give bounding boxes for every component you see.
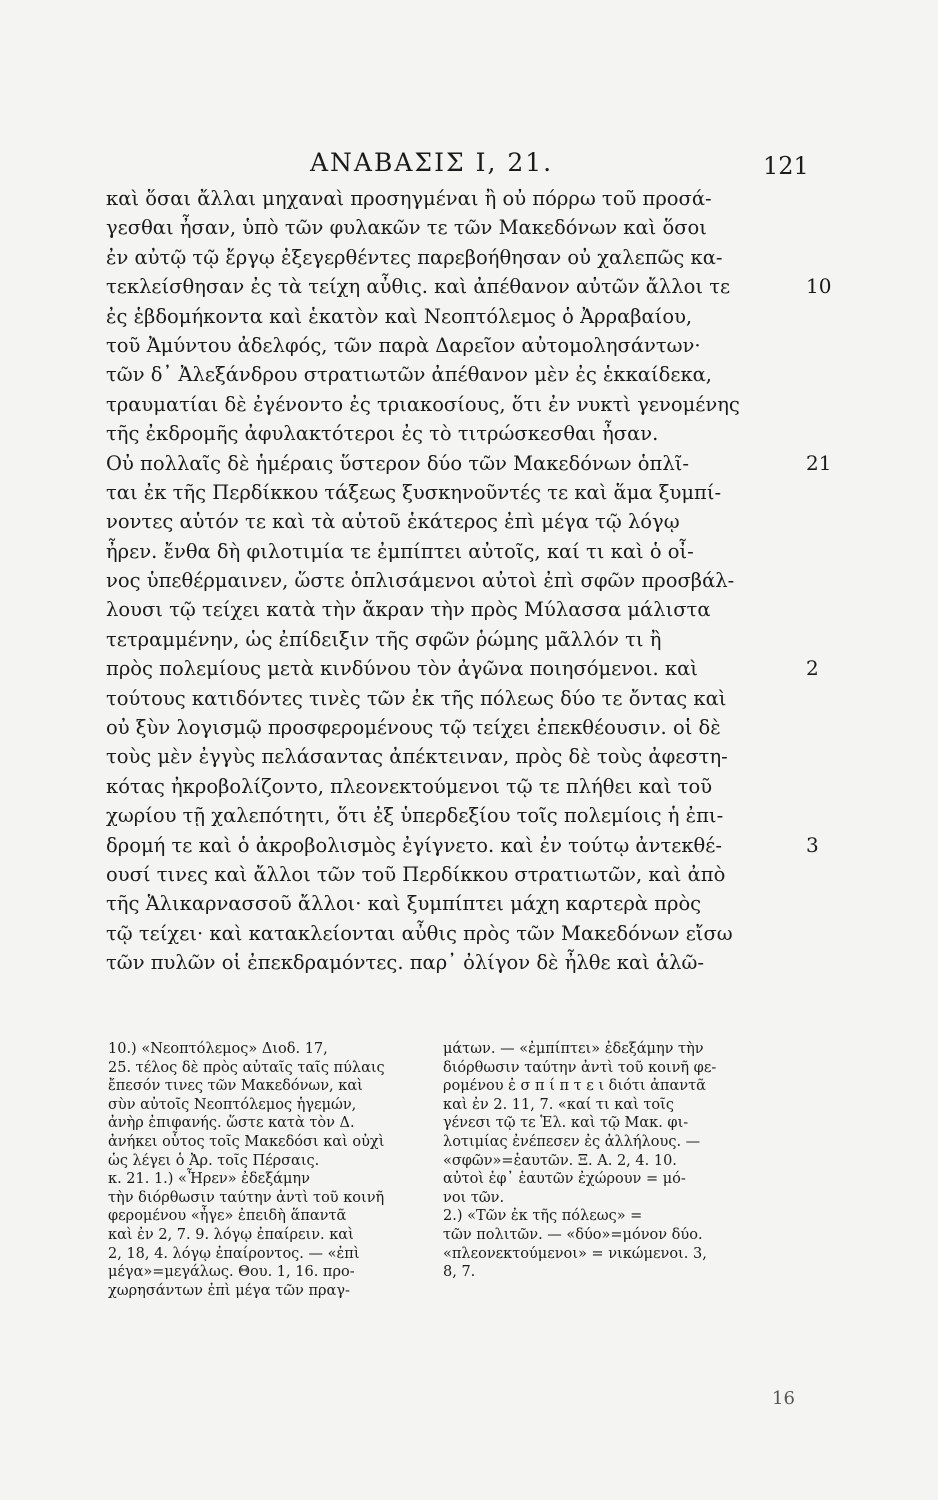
- text-line: [106, 507, 796, 536]
- text-line-content: τεκλείσθησαν ἐς τὰ τείχη αὖθις. καὶ ἀπέθανον αὐτῶν ἄλλοι τε: [106, 275, 731, 299]
- text-line-content: γεσθαι ἦσαν, ὑπὸ τῶν φυλακῶν τε τῶν Μακεδόνων καὶ ὅσοι: [106, 216, 707, 240]
- footnote-line: τῶν πολιτῶν. — «δύο»=μόνον δύο.: [443, 1226, 703, 1243]
- text-line-content: δρομή τε καὶ ὁ ἀκροβολισμὸς ἐγίγνετο. καὶ ἐν τούτῳ ἀντεκθέ-: [106, 833, 722, 857]
- marginal-number: 10: [806, 274, 832, 299]
- text-line: [106, 948, 796, 977]
- footnote-line: κ. 21. 1.) «Ἦρεν» ἐδεξάμην: [108, 1171, 310, 1188]
- running-head: ΑΝΑΒΑΣΙΣ Ι, 21.: [310, 148, 554, 177]
- footnote-line: τὴν διόρθωσιν ταύτην ἀντὶ τοῦ κοινῆ: [108, 1189, 385, 1206]
- text-line: [106, 184, 796, 213]
- footnote-line: 2.) «Τῶν ἐκ τῆς πόλεως» =: [443, 1208, 643, 1225]
- text-line: [106, 654, 819, 683]
- text-line: [106, 713, 796, 742]
- text-line-content: τῆς ἐκδρομῆς ἀφυλακτότεροι ἐς τὸ τιτρώσκεσθαι ἦσαν.: [106, 422, 659, 446]
- footnote-line: φερομένου «ἦγε» ἐπειδὴ ἅπαντᾶ: [108, 1208, 347, 1225]
- text-line-content: τῶν πυλῶν οἱ ἐπεκδραμόντες. παρ᾽ ὀλίγον δὲ ἦλθε καὶ ἁλῶ-: [106, 951, 705, 975]
- marginal-number: 21: [806, 450, 832, 475]
- text-line-content: ται ἐκ τῆς Περδίκκου τάξεως ξυσκηνοῦντές τε καὶ ἅμα ξυμπί-: [106, 480, 722, 504]
- text-line: [106, 625, 796, 654]
- text-line: [106, 390, 796, 419]
- text-line: [106, 331, 796, 360]
- text-line: [106, 272, 832, 301]
- text-line: [106, 478, 796, 507]
- text-line-content: τραυματίαι δὲ ἐγένοντο ἐς τριακοσίους, ὅτι ἐν νυκτὶ γενομένης: [106, 392, 740, 416]
- text-line: [106, 566, 796, 595]
- text-line-content: ἦρεν. ἔνθα δὴ φιλοτιμία τε ἐμπίπτει αὐτοῖς, καί τι καὶ ὁ οἶ-: [106, 539, 694, 563]
- footnote-line: καὶ ἐν 2, 7. 9. λόγῳ ἐπαίρειν. καὶ: [108, 1226, 354, 1243]
- footnote-line: νοι τῶν.: [443, 1189, 505, 1206]
- text-line-content: τῶν δ᾽ Ἀλεξάνδρου στρατιωτῶν ἀπέθανον μὲν ἐς ἑκκαίδεκα,: [106, 363, 713, 387]
- text-line: [106, 742, 796, 771]
- text-line-content: τοὺς μὲν ἐγγὺς πελάσαντας ἀπέκτειναν, πρὸς δὲ τοὺς ἀφεστη-: [106, 745, 728, 769]
- text-line-content: πρὸς πολεμίους μετὰ κινδύνου τὸν ἀγῶνα ποιησόμενοι. καὶ: [106, 657, 698, 681]
- footnote-line: λοτιμίας ἐνέπεσεν ἐς ἀλλήλους. —: [443, 1133, 701, 1150]
- marginal-number: 3: [806, 832, 819, 857]
- footnotes-left-column: [108, 1040, 428, 1300]
- text-line: [106, 595, 796, 624]
- text-line-content: οὐ ξὺν λογισμῷ προσφερομένους τῷ τείχει ἐπεκθέουσιν. οἱ δὲ: [106, 716, 721, 740]
- signature-mark: 16: [772, 1388, 795, 1409]
- text-line: [106, 360, 796, 389]
- text-line-content: τούτους κατιδόντες τινὲς τῶν ἐκ τῆς πόλεως δύο τε ὄντας καὶ: [106, 686, 727, 710]
- footnote-line: καὶ ἐν 2. 11, 7. «καί τι καὶ τοῖς: [443, 1096, 674, 1113]
- page-header: [0, 148, 938, 188]
- footnote-line: ἔπεσόν τινες τῶν Μακεδόνων, καὶ: [108, 1078, 363, 1095]
- footnote-line: χωρησάντων ἐπὶ μέγα τῶν πραγ-: [108, 1282, 350, 1299]
- footnote-line: «πλεονεκτούμενοι» = νικώμενοι. 3,: [443, 1245, 707, 1262]
- footnote-line: αὐτοὶ ἐφ᾽ ἑαυτῶν ἐχώρουν = μό-: [443, 1171, 686, 1188]
- text-line: [106, 860, 796, 889]
- text-line-content: τοῦ Ἀμύντου ἀδελφός, τῶν παρὰ Δαρεῖον αὐτομολησάντων·: [106, 333, 701, 357]
- footnote-line: ἀνὴρ ἐπιφανής. ὥστε κατὰ τὸν Δ.: [108, 1115, 355, 1132]
- text-line-content: καὶ ὅσαι ἄλλαι μηχαναὶ προσηγμέναι ἢ οὐ πόρρω τοῦ προσά-: [106, 187, 712, 210]
- text-line: [106, 801, 796, 830]
- text-line: [106, 302, 796, 331]
- page-number: 121: [763, 152, 809, 180]
- text-line: [106, 889, 796, 918]
- text-line: [106, 449, 832, 478]
- footnote-line: ρομένου ἐ σ π ί π τ ε ι διότι ἀπαντᾶ: [443, 1078, 706, 1095]
- footnote-line: μέγα»=μεγάλως. Θου. 1, 16. προ-: [108, 1264, 355, 1281]
- text-line: [106, 831, 819, 860]
- text-line: [106, 213, 796, 242]
- footnote-line: σὺν αὐτοῖς Νεοπτόλεμος ἡγεμών,: [108, 1096, 357, 1113]
- footnote-line: «σφῶν»=ἑαυτῶν. Ξ. Α. 2, 4. 10.: [443, 1152, 677, 1169]
- footnote-separator: [106, 1030, 766, 1031]
- text-line-content: χωρίου τῇ χαλεπότητι, ὅτι ἐξ ὑπερδεξίου τοῖς πολεμίοις ἡ ἐπι-: [106, 804, 724, 828]
- footnote-line: διόρθωσιν ταύτην ἀντὶ τοῦ κοινῆ φε-: [443, 1059, 717, 1076]
- text-line-content: ἐς ἑβδομήκοντα καὶ ἑκατὸν καὶ Νεοπτόλεμος ὁ Ἀρραβαίου,: [106, 304, 693, 328]
- footnote-line: γένεσι τῷ τε Ἑλ. καὶ τῷ Μακ. φι-: [443, 1115, 689, 1132]
- footnote-line: ὡς λέγει ὁ Ἀρ. τοῖς Πέρσαις.: [108, 1152, 320, 1169]
- text-line: [106, 684, 796, 713]
- text-line: [106, 919, 796, 948]
- footnotes-right-column: [443, 1040, 773, 1282]
- footnote-line: 2, 18, 4. λόγῳ ἐπαίροντος. — «ἐπὶ: [108, 1245, 360, 1262]
- text-line: [106, 243, 796, 272]
- text-line: [106, 419, 796, 448]
- text-line-content: τῷ τείχει· καὶ κατακλείονται αὖθις πρὸς τῶν Μακεδόνων εἴσω: [106, 921, 733, 945]
- text-line-content: νοντες αὑτόν τε καὶ τὰ αὑτοῦ ἑκάτερος ἐπὶ μέγα τῷ λόγῳ: [106, 510, 680, 534]
- text-line-content: κότας ἠκροβολίζοντο, πλεονεκτούμενοι τῷ τε πλήθει καὶ τοῦ: [106, 774, 713, 798]
- footnote-line: 10.) «Νεοπτόλεμος» Διοδ. 17,: [108, 1041, 328, 1057]
- footnote-line: μάτων. — «ἐμπίπτει» ἐδεξάμην τὴν: [443, 1041, 704, 1057]
- text-line-content: τῆς Ἁλικαρνασσοῦ ἄλλοι· καὶ ξυμπίπτει μάχη καρτερὰ πρὸς: [106, 892, 702, 916]
- text-line-content: τετραμμένην, ὡς ἐπίδειξιν τῆς σφῶν ῥώμης μᾶλλόν τι ἢ: [106, 627, 662, 651]
- text-line: [106, 772, 796, 801]
- text-line: [106, 537, 796, 566]
- text-line-content: ἐν αὐτῷ τῷ ἔργῳ ἐξεγερθέντες παρεβοήθησαν οὐ χαλεπῶς κα-: [106, 245, 723, 269]
- marginal-number: 2: [806, 656, 819, 681]
- footnote-line: ἀνήκει οὗτος τοῖς Μακεδόσι καὶ οὐχὶ: [108, 1133, 385, 1150]
- text-line-content: ουσί τινες καὶ ἄλλοι τῶν τοῦ Περδίκκου στρατιωτῶν, καὶ ἀπὸ: [106, 862, 726, 886]
- text-line-content: Οὐ πολλαῖς δὲ ἡμέραις ὕστερον δύο τῶν Μακεδόνων ὁπλῖ-: [106, 451, 689, 475]
- text-line-content: λουσι τῷ τείχει κατὰ τὴν ἄκραν τὴν πρὸς Μύλασσα μάλιστα: [106, 598, 711, 622]
- main-text: [106, 184, 832, 978]
- footnote-line: 25. τέλος δὲ πρὸς αὐταῖς ταῖς πύλαις: [108, 1059, 385, 1076]
- text-line-content: νος ὑπεθέρμαινεν, ὥστε ὁπλισάμενοι αὐτοὶ ἐπὶ σφῶν προσβάλ-: [106, 569, 735, 593]
- footnote-line: 8, 7.: [443, 1264, 476, 1281]
